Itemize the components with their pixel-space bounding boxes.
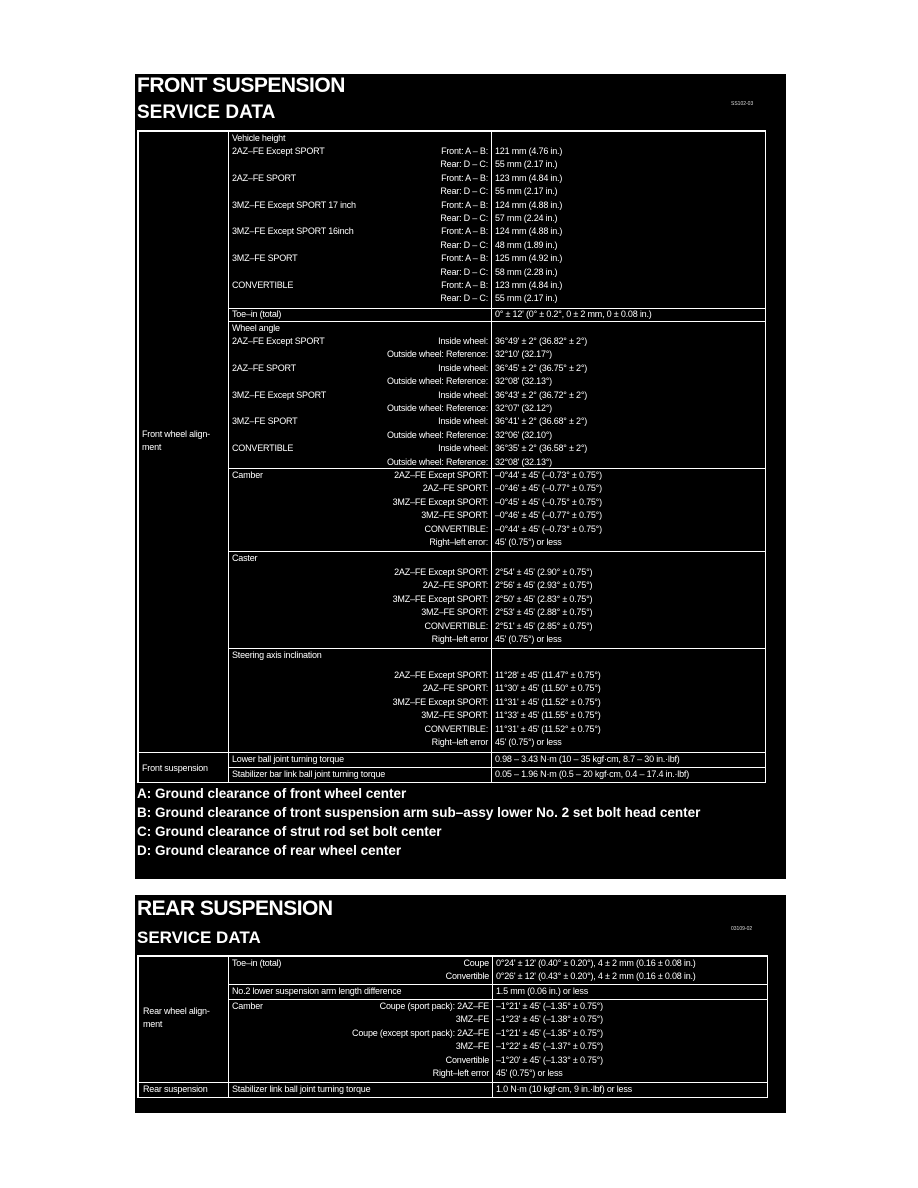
rear-toe-in-convertible-value: 0°26' ± 12' (0.43° ± 0.20°), 4 ± 2 mm (0.16 ± 0.08 in.) [496,971,696,982]
sub-label: Inside wheel: [438,336,488,346]
vehicle-height-value-cell [491,131,766,309]
sub-label: Rear: D – C: [440,266,488,277]
rear-title: REAR SUSPENSION [137,897,333,920]
camber-label: 2AZ–FE SPORT: [422,483,488,494]
sub-label: Rear: D – C: [440,293,488,304]
steering-axis-value: 11°31' ± 45' (11.52° ± 0.75°) [495,723,601,734]
wheel-angle-value: 32°07' (32.12°) [495,402,552,413]
vehicle-height-value: 57 mm (2.24 in.) [495,212,558,223]
steering-axis-value: 11°31' ± 45' (11.52° ± 0.75°) [495,696,601,707]
caster-value: 2°56' ± 45' (2.93° ± 0.75°) [495,580,593,591]
rear-camber-label: Right–left error [432,1067,489,1078]
steering-axis-label: Right–left error [431,736,488,747]
sub-label: Front: A – B: [441,146,488,156]
wheel-angle-value: 32°08' (32.13°) [495,456,552,467]
model-name: 3MZ–FE SPORT [232,416,298,427]
vehicle-height-values [495,145,562,306]
note-d: D: Ground clearance of rear wheel center [137,843,402,858]
model-name: CONVERTIBLE [232,280,294,290]
rear-camber-value-cell [492,999,768,1083]
steering-axis-value: 45' (0.75°) or less [495,736,562,747]
camber-value: –0°46' ± 45' (–0.77° ± 0.75°) [495,483,602,494]
lower-ball-joint-value: 0.98 – 3.43 N·m (10 – 35 kgf·cm, 8.7 – 30 in.·lbf) [495,754,680,764]
camber-value: –0°44' ± 45' (–0.73° ± 0.75°) [495,523,602,534]
vehicle-height-value: 58 mm (2.28 in.) [495,266,558,277]
caster-labels [393,566,488,646]
steering-axis-labels [393,669,488,749]
vehicle-height-value: 55 mm (2.17 in.) [495,159,558,170]
stabilizer-bar-value: 0.05 – 1.96 N·m (0.5 – 20 kgf·cm, 0.4 – 17.4 in.·lbf) [495,769,690,779]
steering-axis-value: 11°33' ± 45' (11.55° ± 0.75°) [495,710,601,721]
camber-value: –0°44' ± 45' (–0.73° ± 0.75°) [495,470,602,480]
sub-label: Rear: D – C: [440,186,488,197]
caster-label: CONVERTIBLE: [424,620,488,631]
steering-axis-label: 2AZ–FE Except SPORT: [394,670,488,680]
rear-camber-value: –1°21' ± 45' (–1.35° ± 0.75°) [496,1027,603,1038]
front-suspension-label: Front suspension [142,763,208,773]
rear-camber-label-cell [228,999,493,1083]
sub-label: Inside wheel: [438,389,488,400]
vehicle-height-label-cell [228,131,492,309]
wheel-angle-value: 36°49' ± 2° (36.82° ± 2°) [495,336,588,346]
caster-value: 2°50' ± 45' (2.83° ± 0.75°) [495,593,593,604]
rear-camber-label: Coupe (sport pack): 2AZ–FE [379,1001,489,1011]
stabilizer-bar-label-cell [228,767,492,783]
rear-toe-in-value-cell [492,956,768,985]
rear-camber-value: –1°21' ± 45' (–1.35° ± 0.75°) [496,1001,603,1011]
front-subtitle: SERVICE DATA [137,102,276,123]
camber-label: 3MZ–FE Except SPORT: [392,496,488,507]
sub-label: Rear: D – C: [440,213,488,223]
note-b: B: Ground clearance of tront suspension arm sub–assy lower No. 2 set bolt head center [137,805,701,820]
caster-label: 3MZ–FE SPORT: [421,607,488,618]
caster-value: 2°53' ± 45' (2.88° ± 0.75°) [495,607,593,618]
steering-axis-value: 11°30' ± 45' (11.50° ± 0.75°) [495,683,601,694]
sub-label: Front: A – B: [441,280,488,290]
sub-label: Inside wheel: [438,443,488,454]
steering-axis-heading: Steering axis inclination [232,650,322,660]
toe-in-value: 0° ± 12' (0° ± 0.2°, 0 ± 2 mm, 0 ± 0.08 in.) [495,309,652,319]
front-wheel-alignment-label: Front wheel align- ment [142,429,210,452]
wheel-angle-value: 36°41' ± 2° (36.68° ± 2°) [495,416,588,427]
sub-label: Front: A – B: [441,199,488,210]
wheel-angle-value: 32°08' (32.13°) [495,376,552,387]
lower-ball-joint-label: Lower ball joint turning torque [232,754,344,764]
front-figure-code: SS102-03 [731,101,754,107]
camber-value: –0°45' ± 45' (–0.75° ± 0.75°) [495,496,602,507]
caster-value: 2°51' ± 45' (2.85° ± 0.75°) [495,620,593,631]
rear-camber-label: Convertible [445,1054,489,1065]
arm-length-label: No.2 lower suspension arm length difference [232,986,402,996]
rear-toe-in-label: Toe–in (total) [232,958,282,968]
rear-toe-in-coupe-label: Coupe [463,958,489,968]
stabilizer-bar-label: Stabilizer bar link ball joint turning torque [232,769,386,779]
arm-length-value-cell [492,984,768,1000]
caster-label: 3MZ–FE Except SPORT: [392,593,488,604]
sub-label: Outside wheel: Reference: [386,456,488,467]
model-name: 2AZ–FE Except SPORT [232,146,325,156]
wheel-angle-value-cell [491,321,766,469]
stabilizer-link-value-cell [492,1082,768,1098]
wheel-angle-label-cell [228,321,492,469]
arm-length-value: 1.5 mm (0.06 in.) or less [496,986,589,996]
camber-values [495,469,602,549]
rear-camber-label: Coupe (except sport pack): 2AZ–FE [352,1027,489,1038]
caster-label: Right–left error [431,633,488,644]
model-name: 3MZ–FE Except SPORT 16inch [232,226,354,237]
vehicle-height-value: 125 mm (4.92 in.) [495,253,563,264]
sub-label: Front: A – B: [441,253,488,264]
stabilizer-link-value: 1.0 N·m (10 kgf·cm, 9 in.·lbf) or less [496,1084,632,1094]
steering-axis-label: 3MZ–FE Except SPORT: [392,696,488,707]
model-name: 2AZ–FE SPORT [232,362,296,373]
toe-in-label: Toe–in (total) [232,309,282,319]
camber-labels [393,469,488,549]
rear-camber-value: 45' (0.75°) or less [496,1067,563,1078]
rear-suspension-panel [135,895,786,1113]
camber-label: 3MZ–FE SPORT: [421,510,488,521]
sub-label: Outside wheel: Reference: [386,403,488,413]
sub-label: Outside wheel: Reference: [386,429,488,440]
rear-toe-in-convertible-label: Convertible [445,971,489,982]
steering-axis-label: CONVERTIBLE: [424,723,488,734]
steering-axis-value-cell [491,648,766,753]
wheel-angle-value: 36°35' ± 2° (36.58° ± 2°) [495,443,588,454]
sub-label: Outside wheel: Reference: [386,349,488,360]
steering-axis-label: 3MZ–FE SPORT: [421,710,488,721]
caster-value: 45' (0.75°) or less [495,633,562,644]
model-name: 2AZ–FE SPORT [232,172,296,183]
camber-label: 2AZ–FE Except SPORT: [394,470,488,480]
caster-label: 2AZ–FE SPORT: [422,580,488,591]
lower-ball-joint-label-cell [228,752,492,768]
rear-camber-value: –1°23' ± 45' (–1.38° ± 0.75°) [496,1014,603,1025]
arm-length-label-cell [228,984,493,1000]
steering-axis-value: 11°28' ± 45' (11.47° ± 0.75°) [495,670,601,680]
front-wheel-alignment-group [138,131,229,753]
vehicle-height-value: 48 mm (1.89 in.) [495,239,558,250]
wheel-angle-value: 36°45' ± 2° (36.75° ± 2°) [495,362,588,373]
caster-values [495,566,592,646]
rear-camber-heading: Camber [232,1001,263,1011]
caster-label: 2AZ–FE Except SPORT: [394,567,488,577]
rear-camber-label: 3MZ–FE [455,1014,489,1025]
caster-value: 2°54' ± 45' (2.90° ± 0.75°) [495,567,593,577]
front-suspension-panel [135,74,786,879]
vehicle-height-heading: Vehicle height [232,133,286,143]
front-suspension-group [138,752,229,783]
model-name: 3MZ–FE SPORT [232,253,298,264]
note-c: C: Ground clearance of strut rod set bolt center [137,824,442,839]
stabilizer-bar-value-cell [491,767,766,783]
rear-subtitle: SERVICE DATA [137,928,261,947]
model-name: 2AZ–FE Except SPORT [232,336,325,346]
rear-toe-in-label-cell [228,956,493,985]
steering-axis-label: 2AZ–FE SPORT: [422,683,488,694]
camber-value: 45' (0.75°) or less [495,536,562,547]
rear-toe-in-coupe-value: 0°24' ± 12' (0.40° ± 0.20°), 4 ± 2 mm (0.16 ± 0.08 in.) [496,958,696,968]
stabilizer-link-label-cell [228,1082,493,1098]
wheel-angle-value: 32°10' (32.17°) [495,349,552,360]
vehicle-height-value: 123 mm (4.84 in.) [495,279,563,290]
rear-suspension-label: Rear suspension [143,1084,208,1094]
rear-camber-labels [352,1000,489,1080]
model-name: CONVERTIBLE [232,443,294,454]
sub-label: Rear: D – C: [440,159,488,170]
vehicle-height-value: 55 mm (2.17 in.) [495,186,558,197]
camber-label-cell [228,468,492,552]
sub-label: Inside wheel: [438,362,488,373]
vehicle-height-value: 124 mm (4.88 in.) [495,199,563,210]
model-name: 3MZ–FE Except SPORT [232,389,327,400]
rear-service-table [137,955,768,1098]
camber-heading: Camber [232,470,263,480]
vehicle-height-value: 55 mm (2.17 in.) [495,293,558,304]
sub-label: Front: A – B: [441,172,488,183]
steering-axis-values [495,669,601,749]
rear-camber-value: –1°22' ± 45' (–1.37° ± 0.75°) [496,1041,603,1052]
caster-value-cell [491,551,766,649]
vehicle-height-value: 121 mm (4.76 in.) [495,146,563,156]
camber-value-cell [491,468,766,552]
caster-label-cell [228,551,492,649]
sub-label: Inside wheel: [438,416,488,427]
front-service-table [137,130,766,783]
toe-in-label-cell [228,308,492,322]
camber-value: –0°46' ± 45' (–0.77° ± 0.75°) [495,510,602,521]
sub-label: Rear: D – C: [440,239,488,250]
vehicle-height-value: 123 mm (4.84 in.) [495,172,563,183]
rear-camber-values [496,1000,603,1080]
rear-wheel-alignment-group [138,956,229,1083]
lower-ball-joint-value-cell [491,752,766,768]
camber-label: CONVERTIBLE: [424,523,488,534]
rear-toe-in-values [496,957,696,984]
wheel-angle-heading: Wheel angle [232,323,280,333]
rear-toe-in-sub-labels [446,957,489,984]
rear-wheel-alignment-label: Rear wheel align- ment [143,1006,210,1029]
rear-camber-label: 3MZ–FE [455,1041,489,1052]
rear-camber-value: –1°20' ± 45' (–1.33° ± 0.75°) [496,1054,603,1065]
wheel-angle-value: 32°06' (32.10°) [495,429,552,440]
sub-label: Outside wheel: Reference: [386,376,488,387]
sub-label: Front: A – B: [441,226,488,237]
wheel-angle-values [495,335,587,469]
caster-heading: Caster [232,553,258,563]
rear-figure-code: 03109-02 [731,926,753,932]
note-a: A: Ground clearance of front wheel center [137,786,407,801]
vehicle-height-value: 124 mm (4.88 in.) [495,226,563,237]
steering-axis-label-cell [228,648,492,753]
toe-in-value-cell [491,308,766,322]
rear-suspension-group [138,1082,229,1098]
front-title: FRONT SUSPENSION [137,74,345,97]
wheel-angle-value: 36°43' ± 2° (36.72° ± 2°) [495,389,588,400]
camber-label: Right–left error: [429,536,488,547]
model-name: 3MZ–FE Except SPORT 17 inch [232,199,356,210]
stabilizer-link-label: Stabilizer link ball joint turning torque [232,1084,371,1094]
